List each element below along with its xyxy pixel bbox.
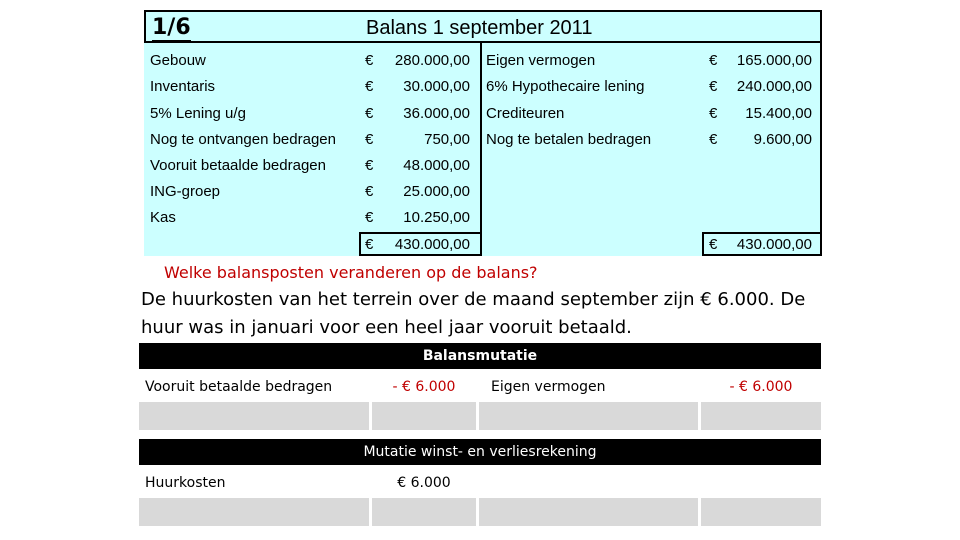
credit-item-cell xyxy=(479,402,698,430)
description-text: De huurkosten van het terrein over de maand september zijn € 6.000. De huur was in januari voor een heel jaar vooruit betaald. xyxy=(141,289,806,338)
credit-amount: 165.000,00 xyxy=(736,52,812,69)
credit-amount-cell xyxy=(701,402,821,430)
debit-label: Gebouw xyxy=(150,52,206,69)
credit-amount: 15.400,00 xyxy=(745,105,812,122)
credit-amount-cell xyxy=(701,498,821,526)
credit-amount: 9.600,00 xyxy=(753,131,812,148)
euro-sign: € xyxy=(365,52,374,69)
table-row xyxy=(139,498,821,526)
debit-item-cell xyxy=(139,498,369,526)
euro-sign: € xyxy=(365,236,374,253)
winst-verlies-table xyxy=(139,439,821,527)
debit-total: 430.000,00 xyxy=(394,236,470,253)
debit-label: Kas xyxy=(150,209,176,226)
credit-label: Crediteuren xyxy=(486,105,565,122)
credit-amount-cell xyxy=(701,469,821,497)
right-border xyxy=(820,43,822,256)
total-line-right xyxy=(702,232,822,234)
debit-label: Inventaris xyxy=(150,78,216,95)
euro-sign: € xyxy=(365,105,374,122)
credit-item-cell: Eigen vermogen xyxy=(479,373,698,401)
debit-item-cell xyxy=(139,402,369,430)
euro-sign: € xyxy=(365,157,374,174)
credit-item-cell xyxy=(479,498,698,526)
bottom-line-left xyxy=(359,254,482,256)
euro-sign: € xyxy=(365,209,374,226)
total-divider-left xyxy=(359,232,361,256)
slide-number: 1/6 xyxy=(152,15,191,40)
euro-sign: € xyxy=(709,105,718,122)
table-row xyxy=(139,402,821,430)
debit-label: ING-groep xyxy=(150,183,221,200)
euro-sign: € xyxy=(365,131,374,148)
debit-amount-cell: - € 6.000 xyxy=(372,373,476,401)
euro-sign: € xyxy=(709,131,718,148)
balance-title: Balans 1 september 2011 xyxy=(366,17,593,39)
debit-item-cell: Vooruit betaalde bedragen xyxy=(139,373,369,401)
debit-label: Nog te ontvangen bedragen xyxy=(150,131,336,148)
bottom-line-right xyxy=(702,254,822,256)
credit-total: 430.000,00 xyxy=(736,236,812,253)
balance-sheet xyxy=(144,10,822,256)
debit-label: Vooruit betaalde bedragen xyxy=(150,157,326,174)
debit-amount: 10.250,00 xyxy=(403,209,470,226)
total-divider-right xyxy=(702,232,704,256)
debit-amount: 30.000,00 xyxy=(403,78,470,95)
euro-sign: € xyxy=(709,78,718,95)
credit-label: Nog te betalen bedragen xyxy=(486,131,652,148)
winst-verlies-header: Mutatie winst- en verliesrekening xyxy=(139,439,821,465)
credit-item-cell xyxy=(479,469,698,497)
table-row xyxy=(139,469,821,497)
balansmutatie-table xyxy=(139,343,821,431)
euro-sign: € xyxy=(365,78,374,95)
debit-amount: 48.000,00 xyxy=(403,157,470,174)
debit-amount: 36.000,00 xyxy=(403,105,470,122)
euro-sign: € xyxy=(365,183,374,200)
debit-amount: 280.000,00 xyxy=(394,52,470,69)
balance-header-bar xyxy=(144,10,822,43)
debit-amount: 750,00 xyxy=(424,131,470,148)
euro-sign: € xyxy=(709,236,718,253)
credit-label: 6% Hypothecaire lening xyxy=(486,78,645,95)
center-divider xyxy=(480,43,482,256)
debit-label: 5% Lening u/g xyxy=(150,105,246,122)
table-row xyxy=(139,373,821,401)
euro-sign: € xyxy=(709,52,718,69)
question-text: Welke balansposten veranderen op de balans? xyxy=(164,263,538,282)
credit-label: Eigen vermogen xyxy=(486,52,596,69)
debit-amount-cell: € 6.000 xyxy=(372,469,476,497)
credit-amount: 240.000,00 xyxy=(736,78,812,95)
debit-item-cell: Huurkosten xyxy=(139,469,369,497)
debit-amount-cell xyxy=(372,498,476,526)
debit-amount-cell xyxy=(372,402,476,430)
credit-amount-cell: - € 6.000 xyxy=(701,373,821,401)
balansmutatie-header: Balansmutatie xyxy=(139,343,821,369)
total-line-left xyxy=(359,232,482,234)
debit-amount: 25.000,00 xyxy=(403,183,470,200)
